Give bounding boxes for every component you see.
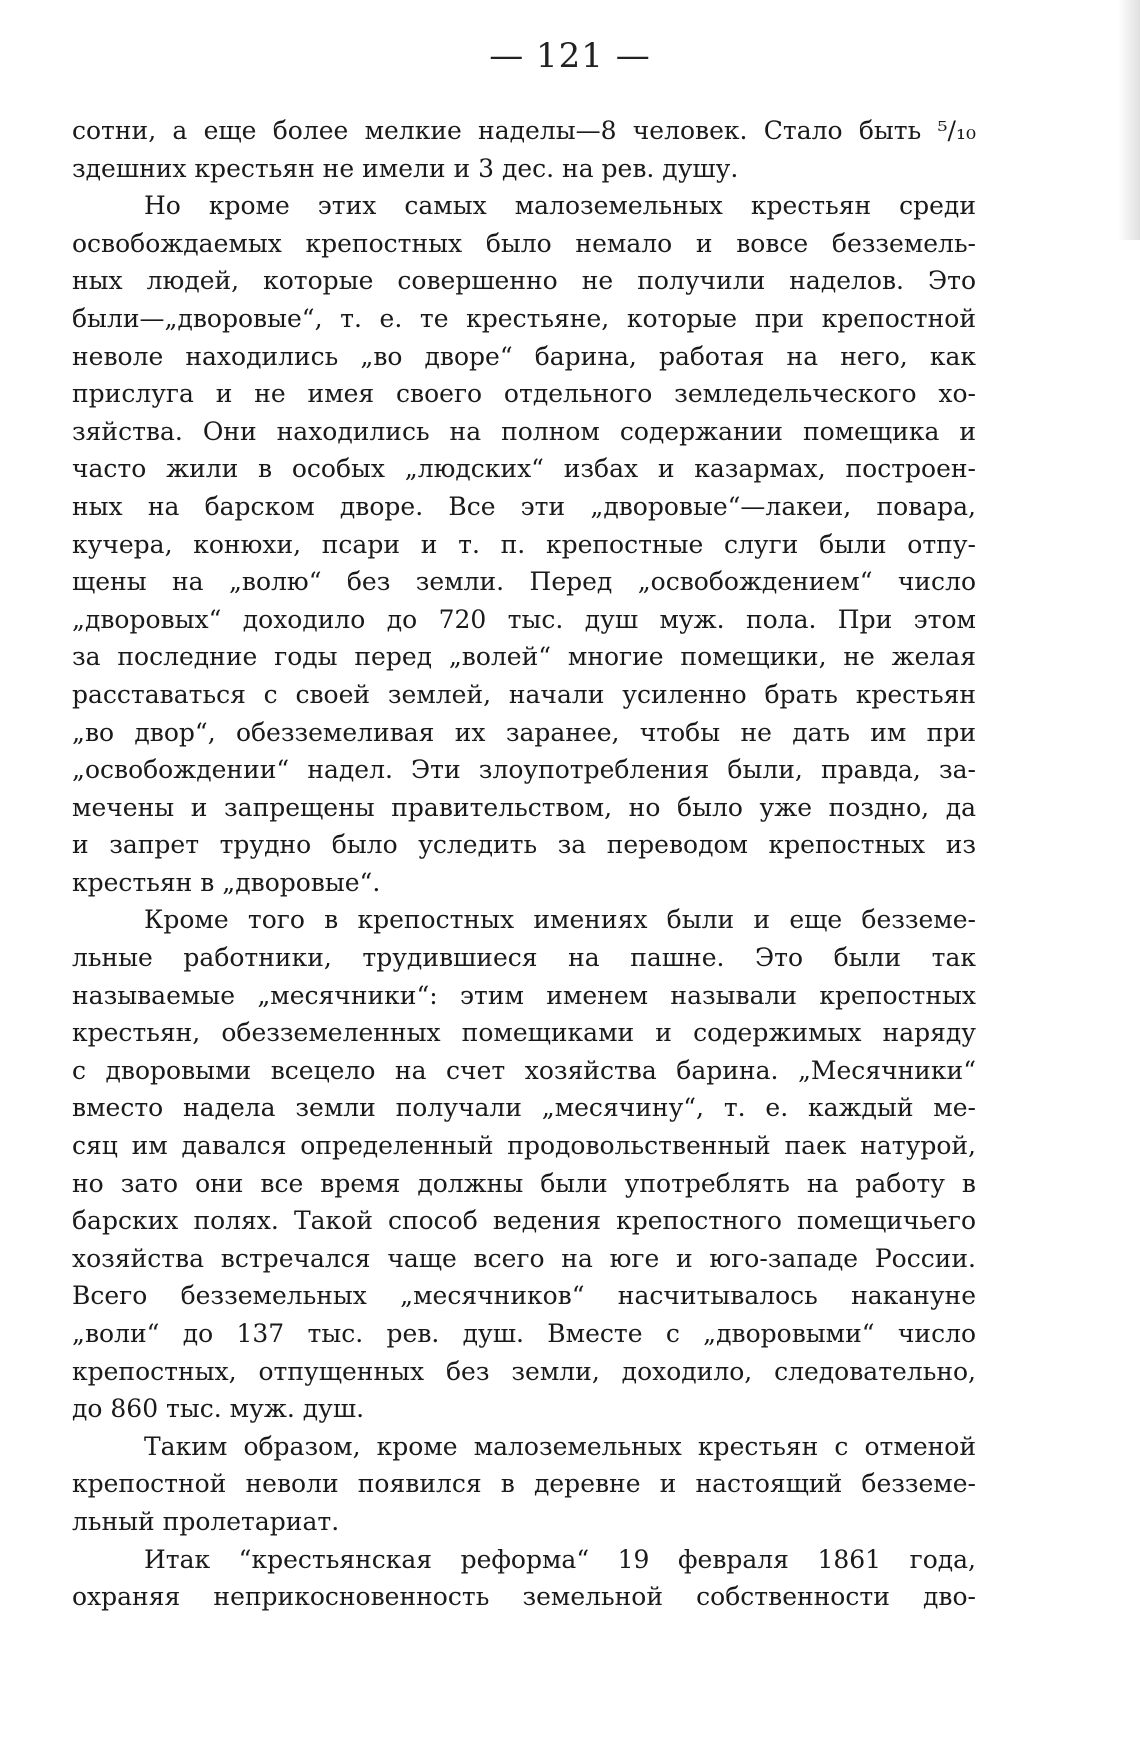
text-line: прислуга и не имея своего отдельного земледельческого хо-	[72, 379, 976, 409]
text-line: крепостной неволи появился в деревне и настоящий безземе-	[72, 1469, 976, 1499]
text-line: крепостных, отпущенных без земли, доходило, следовательно,	[72, 1356, 976, 1386]
text-line: барских полях. Такой способ ведения крепостного помещичьего	[72, 1206, 976, 1236]
text-line: „во двор“, обезземеливая их заранее, чтобы не дать им при	[72, 717, 976, 747]
text-line: крестьян, обезземеленных помещиками и содержимых наряду	[72, 1018, 976, 1048]
text-line: ных на барском дворе. Все эти „дворовые“—лакеи, повара,	[72, 491, 976, 521]
text-line: часто жили в особых „людских“ избах и казармах, построен-	[72, 454, 976, 484]
text-line: щены на „волю“ без земли. Перед „освобождением“ число	[72, 567, 976, 597]
text-line: льный пролетариат.	[72, 1506, 340, 1536]
text-line: Таким образом, кроме малоземельных крестьян с отменой	[144, 1431, 976, 1461]
text-line: охраняя неприкосновенность земельной собственности дво-	[72, 1582, 976, 1612]
text-line: сяц им давался определенный продовольственный паек натурой,	[72, 1131, 976, 1161]
text-line: расставаться с своей землей, начали усиленно брать крестьян	[72, 679, 976, 709]
text-line: неволе находились „во дворе“ барина, работая на него, как	[72, 341, 976, 371]
text-line: хозяйства встречался чаще всего на юге и юго-западе России.	[72, 1243, 976, 1273]
text-line: зяйства. Они находились на полном содержании помещика и	[72, 416, 976, 446]
text-line: но зато они все время должны были употреблять на работу в	[72, 1168, 976, 1198]
text-line: Кроме того в крепостных имениях были и еще безземе-	[144, 905, 976, 935]
body-text	[72, 112, 976, 1616]
text-line: вместо надела земли получали „месячину“, т. е. каждый ме-	[72, 1093, 976, 1123]
scan-edge-shadow	[1118, 0, 1140, 240]
text-line: „дворовых“ доходило до 720 тыс. душ муж. пола. При этом	[72, 604, 976, 634]
text-line: были—„дворовые“, т. е. те крестьяне, которые при крепостной	[72, 303, 976, 333]
text-line: и запрет трудно было уследить за переводом крепостных из	[72, 830, 976, 860]
text-line: Всего безземельных „месячников“ насчитывалось накануне	[72, 1281, 976, 1311]
text-line: с дворовыми всецело на счет хозяйства барина. „Месячники“	[72, 1055, 976, 1085]
text-line: здешних крестьян не имели и 3 дес. на рев. душу.	[72, 153, 739, 183]
text-line: за последние годы перед „волей“ многие помещики, не желая	[72, 642, 976, 672]
text-line: сотни, а еще более мелкие наделы—8 человек. Стало быть ⁵/₁₀	[72, 116, 976, 145]
text-line: ных людей, которые совершенно не получили наделов. Это	[72, 266, 976, 296]
page-number: — 121 —	[489, 36, 651, 76]
text-line: „освобождении“ надел. Эти злоупотребления были, правда, за-	[72, 755, 976, 785]
text-line: льные работники, трудившиеся на пашне. Это были так	[72, 943, 976, 973]
text-line: называемые „месячники“: этим именем называли крепостных	[72, 980, 976, 1010]
text-line: Но кроме этих самых малоземельных крестьян среди	[144, 191, 976, 221]
text-line: кучера, конюхи, псари и т. п. крепостные слуги были отпу-	[72, 529, 976, 559]
text-line: мечены и запрещены правительством, но было уже поздно, да	[72, 792, 976, 822]
text-line: до 860 тыс. муж. душ.	[72, 1394, 365, 1424]
text-line: Итак “крестьянская реформа“ 19 февраля 1861 года,	[144, 1544, 976, 1574]
text-line: „воли“ до 137 тыс. рев. душ. Вместе с „дворовыми“ число	[72, 1319, 976, 1348]
text-line: освобождаемых крепостных было немало и вовсе безземель-	[72, 228, 976, 258]
text-line: крестьян в „дворовые“.	[72, 867, 381, 897]
